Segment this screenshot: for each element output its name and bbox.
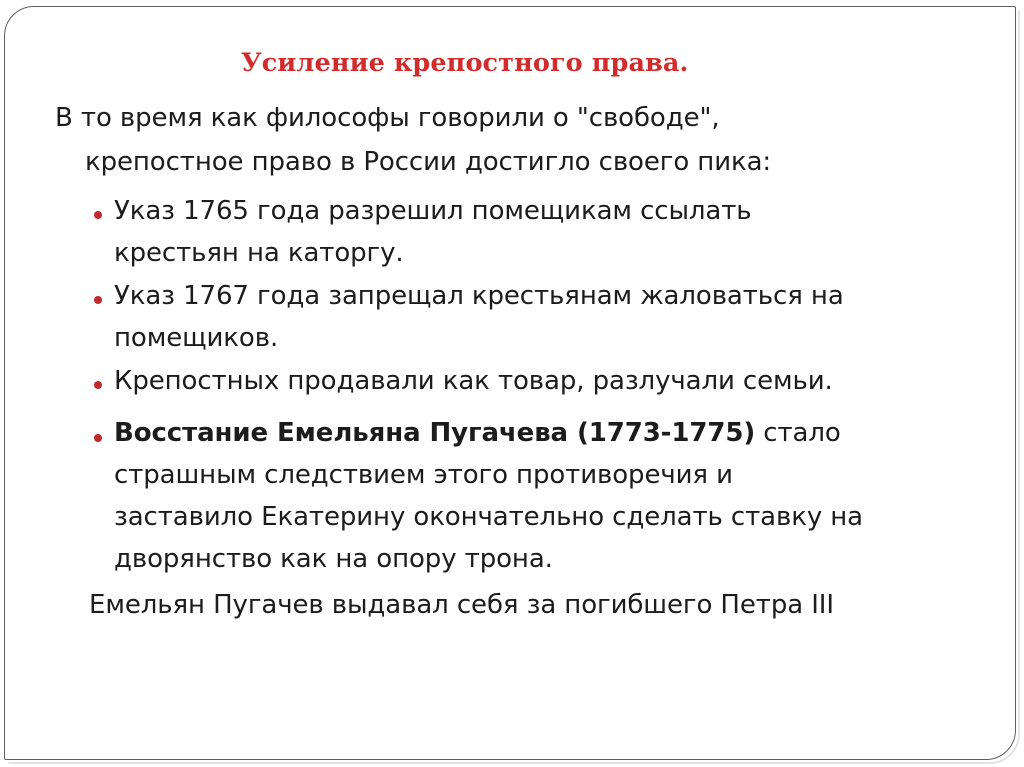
bullet-3-line-1: Крепостных продавали как товар, разлучали семьи. (114, 366, 833, 396)
intro-line-2: крепостное право в России достигло своего пика: (85, 147, 772, 177)
bullet-4-line-2: страшным следствием этого противоречия и (114, 460, 733, 490)
bullet-4-bold-heading: Восстание Емельяна Пугачева (1773-1775) (114, 418, 756, 448)
bullet-2-line-2: помещиков. (114, 323, 279, 353)
bullet-dot (94, 381, 102, 389)
bullet-4-line-3: заставило Екатерину окончательно сделать ставку на (114, 502, 864, 532)
bullet-1-line-2: крестьян на каторгу. (114, 238, 404, 268)
intro-line-1: В то время как философы говорили о "свободе", (55, 103, 720, 133)
footer-note: Емельян Пугачев выдавал себя за погибшего Петра III (89, 590, 834, 620)
bullet-4-line-4: дворянство как на опору трона. (114, 544, 553, 574)
bullet-2-line-1: Указ 1767 года запрещал крестьянам жаловаться на (114, 281, 844, 311)
bullet-dot (94, 434, 102, 442)
bullet-4-line-1 (114, 418, 841, 448)
bullet-dot (94, 211, 102, 219)
bullet-4-line-1-rest: стало (755, 418, 841, 448)
bullet-dot (94, 296, 102, 304)
bullet-1-line-1: Указ 1765 года разрешил помещикам ссылать (114, 196, 752, 226)
slide-title: Усиление крепостного права. (241, 48, 689, 78)
